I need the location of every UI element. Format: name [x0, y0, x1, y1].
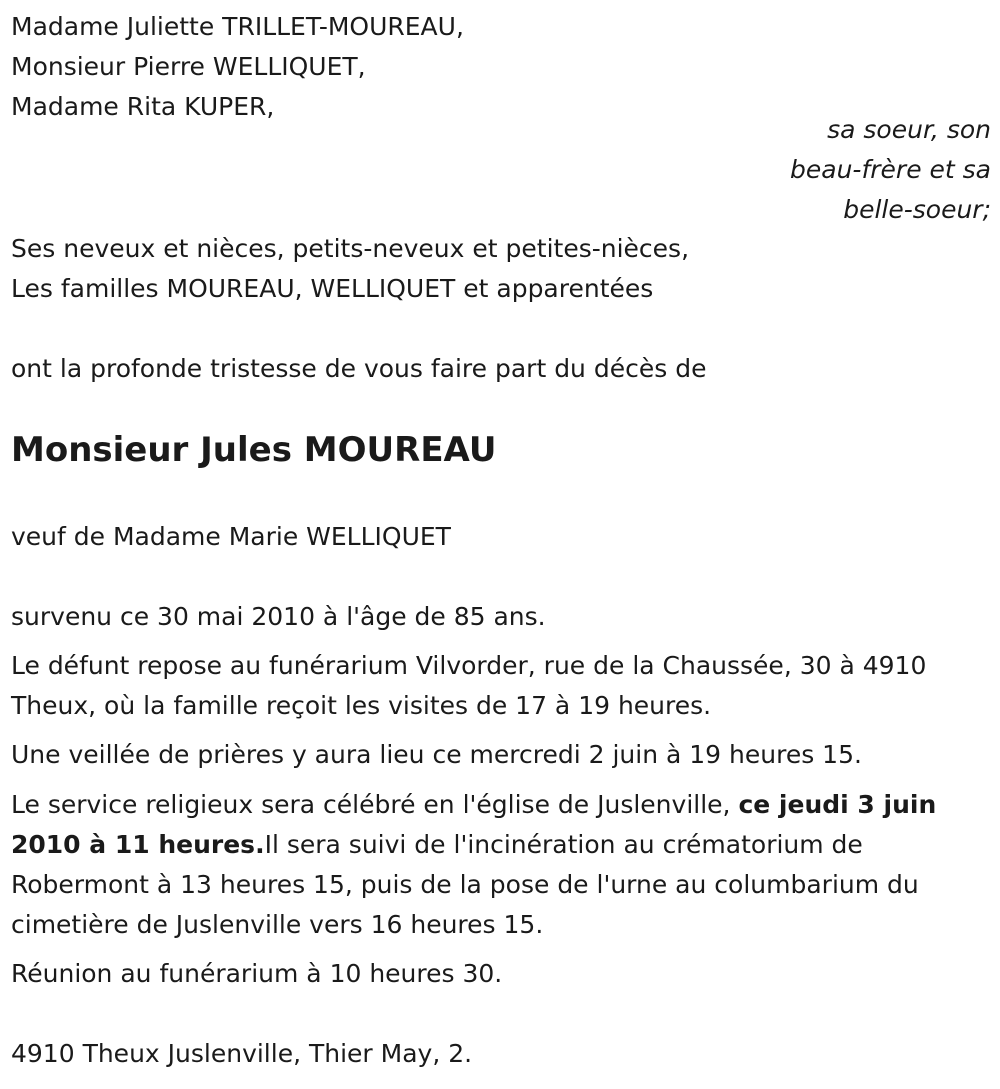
repose-line-1: Le défunt repose au funérarium Vilvorder, rue de la Chaussée, 30 à 4910 [11, 651, 927, 680]
relation-line-3: belle-soeur; [843, 195, 991, 224]
family-line-3: Madame Rita KUPER, [11, 92, 275, 121]
family-line-1: Madame Juliette TRILLET-MOUREAU, [11, 12, 464, 41]
widower-text: veuf de Madame Marie WELLIQUET [11, 522, 451, 551]
relatives-line-1: Ses neveux et nièces, petits-neveux et petites-nièces, [11, 234, 690, 263]
service-line-3: Robermont à 13 heures 15, puis de la pose de l'urne au columbarium du [11, 870, 919, 899]
reunion-text: Réunion au funérarium à 10 heures 30. [11, 959, 503, 988]
vigil-text: Une veillée de prières y aura lieu ce mercredi 2 juin à 19 heures 15. [11, 740, 862, 769]
relation-line-1: sa soeur, son [827, 115, 991, 144]
family-line-2: Monsieur Pierre WELLIQUET, [11, 52, 366, 81]
service-rest: Il sera suivi de l'incinération au crématorium de [264, 830, 863, 859]
deceased-name: Monsieur Jules MOUREAU [11, 430, 497, 470]
service-line-1 [11, 785, 936, 825]
address-text: 4910 Theux Juslenville, Thier May, 2. [11, 1039, 473, 1068]
service-date-bold: ce jeudi 3 juin [738, 790, 937, 819]
death-info: survenu ce 30 mai 2010 à l'âge de 85 ans. [11, 602, 546, 631]
repose-line-2: Theux, où la famille reçoit les visites de 17 à 19 heures. [11, 691, 712, 720]
service-time-bold: 2010 à 11 heures. [11, 830, 265, 859]
relatives-line-2: Les familles MOUREAU, WELLIQUET et apparentées [11, 274, 654, 303]
announcement-text: ont la profonde tristesse de vous faire part du décès de [11, 354, 707, 383]
service-line-2 [11, 825, 863, 865]
service-line-4: cimetière de Juslenville vers 16 heures 15. [11, 910, 544, 939]
service-intro: Le service religieux sera célébré en l'église de Juslenville, [11, 790, 739, 819]
relation-line-2: beau-frère et sa [790, 155, 991, 184]
